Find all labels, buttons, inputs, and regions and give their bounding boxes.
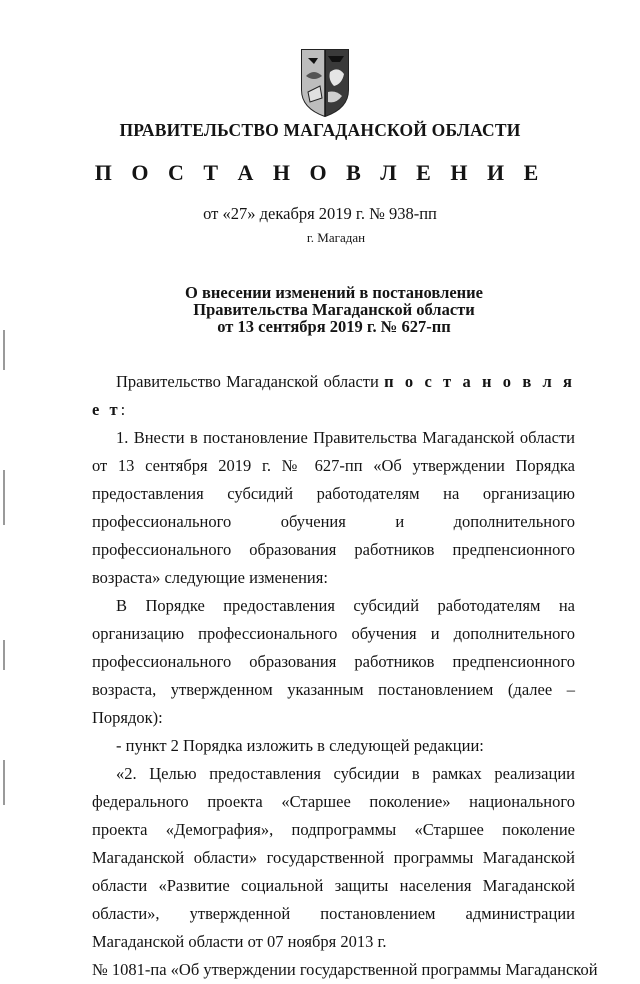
paragraph-procedure: В Порядке предоставления субсидий работодателям на организацию профессионального обучения и дополнительного профессионального образования работников предпенсионного возраста, утвержденном указанным постановлением (далее – Порядок): (92, 596, 575, 727)
document-subject (14, 284, 640, 335)
word: 1081-па (111, 960, 167, 979)
subject-line-1: О внесении изменений в постановление (185, 283, 483, 302)
word: утверждении (203, 960, 296, 979)
coat-of-arms-icon (298, 46, 352, 118)
preamble-lead: Правительство Магаданской области (116, 372, 385, 391)
paragraph-item-1: 1. Внести в постановление Правительства Магаданской области от 13 сентября 2019 г. № 627-пп «Об утверждении Порядка предоставления субсидий работодателям на организацию профессионального обучения и дополнительного профессионального образования работников предпенсионного возраста» следующие изменения: (92, 428, 575, 587)
word: государственной (299, 960, 418, 979)
subject-line-3: от 13 сентября 2019 г. № 627-пп (217, 317, 451, 336)
word: Магаданской (505, 960, 598, 979)
preamble-colon: : (120, 400, 126, 419)
subject-line-2: Правительства Магаданской области (193, 300, 475, 319)
document-body (92, 368, 598, 984)
word: программы (421, 960, 502, 979)
paragraph-preamble (92, 368, 575, 424)
paragraph-amendment: - пункт 2 Порядка изложить в следующей редакции: (116, 736, 484, 755)
paragraph-clause-2: «2. Целью предоставления субсидии в рамках реализации федерального проекта «Старшее поколение» национального проекта «Демография», подпрограммы «Старшее поколение Магаданской области» государственной программы Магаданской области «Развитие социальной защиты населения Магаданской области», утвержденной постановлением администрации Магаданской области от 07 ноября 2013 г. (92, 764, 575, 951)
document-date-number: от «27» декабря 2019 г. № 938-пп (203, 204, 437, 223)
document-type: П О С Т А Н О В Л Е Н И Е (94, 160, 546, 185)
scan-margin-mark (3, 470, 5, 525)
scan-margin-mark (3, 760, 5, 805)
government-title: ПРАВИТЕЛЬСТВО МАГАДАНСКОЙ ОБЛАСТИ (119, 120, 521, 140)
word: № (92, 960, 108, 979)
document-city: г. Магадан (306, 230, 366, 245)
scan-margin-mark (3, 640, 5, 670)
preamble-action: п о с т а н о в л я е т (92, 372, 575, 419)
word: «Об (170, 960, 200, 979)
paragraph-last-line (92, 956, 598, 984)
scan-margin-mark (3, 330, 5, 370)
